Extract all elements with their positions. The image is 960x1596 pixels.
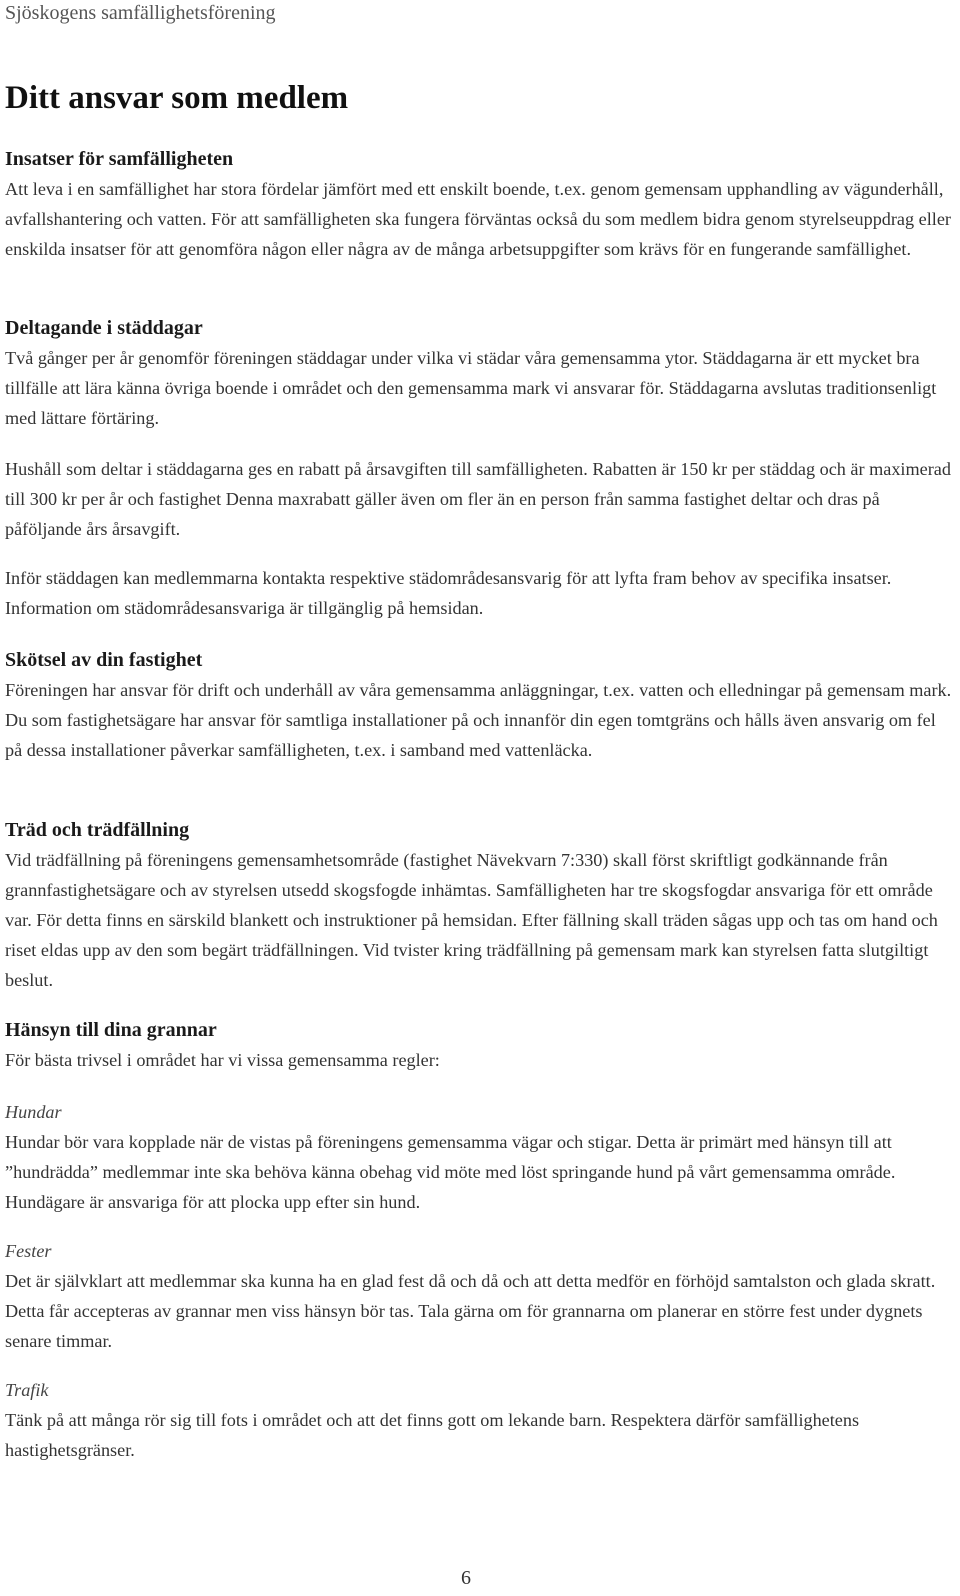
section-staddagar-rabatt bbox=[5, 454, 953, 544]
section-heading: Insatser för samfälligheten bbox=[5, 148, 234, 170]
rule-title: Hundar bbox=[5, 1102, 62, 1122]
section-trad bbox=[5, 815, 953, 995]
section-staddagar-info bbox=[5, 563, 953, 623]
section-paragraph: Hushåll som deltar i städdagarna ges en rabatt på årsavgiften till samfälligheten. Rabatten är 150 kr per städdag och är maximerad till 300 kr per år och fastighet Denna maxrabatt gäller även om fler än en person från samma fastighet deltar och dras på påföljande års årsavgift. bbox=[5, 459, 951, 539]
section-paragraph: Vid trädfällning på föreningens gemensamhetsområde (fastighet Nävekvarn 7:330) skall först skriftligt godkännande från grannfastighetsägare och av styrelsen utsedd skogsfogde inhämtas. Samfälligheten har tre skogsfogdar ansvariga för ett område var. För detta finns en särskild blankett och instruktioner på hemsidan. Efter fällning skall träden sågas upp och tas om hand och riset eldas upp av den som begärt trädfällningen. Vid tvister kring trädfällning på gemensam mark kan styrelsen fatta slutgiltigt beslut. bbox=[5, 850, 938, 990]
section-heading: Skötsel av din fastighet bbox=[5, 649, 203, 671]
rule-title: Fester bbox=[5, 1241, 52, 1261]
rule-text: Tänk på att många rör sig till fots i området och att det finns gott om lekande barn. Respektera därför samfällighetens hastighetsgränser. bbox=[5, 1410, 860, 1460]
running-header: Sjöskogens samfällighetsförening bbox=[5, 2, 276, 24]
section-intro: För bästa trivsel i området har vi vissa gemensamma regler: bbox=[5, 1050, 440, 1070]
section-paragraph: Två gånger per år genomför föreningen städdagar under vilka vi städar våra gemensamma ytor. Städdagarna är ett mycket bra tillfälle att lära känna övriga boende i området och den gemensamma mark vi ansvarar för. Städdagarna avslutas traditionsenligt med lättare förtäring. bbox=[5, 348, 937, 428]
page-number: 6 bbox=[461, 1567, 471, 1589]
rule-title: Trafik bbox=[5, 1380, 49, 1400]
rule-fester bbox=[5, 1236, 953, 1356]
page-title: Ditt ansvar som medlem bbox=[5, 80, 349, 116]
section-heading: Träd och trädfällning bbox=[5, 819, 190, 841]
section-paragraph: Föreningen har ansvar för drift och underhåll av våra gemensamma anläggningar, t.ex. vatten och elledningar på gemensam mark. Du som fastighetsägare har ansvar för samtliga installationer på och innanför din egen tomtgräns och hålls även ansvarig om fel på dessa installationer påverkar samfälligheten, t.ex. i samband med vattenläcka. bbox=[5, 680, 952, 760]
section-staddagar bbox=[5, 313, 953, 433]
section-skotsel bbox=[5, 645, 953, 765]
section-heading: Hänsyn till dina grannar bbox=[5, 1019, 217, 1041]
section-heading: Deltagande i städdagar bbox=[5, 317, 203, 339]
rule-trafik bbox=[5, 1375, 953, 1465]
section-paragraph: Att leva i en samfällighet har stora fördelar jämfört med ett enskilt boende, t.ex. genom gemensam upphandling av vägunderhåll, avfallshantering och vatten. För att samfälligheten ska fungera förväntas också du som medlem bidra genom styrelseuppdrag eller enskilda insatser för att genomföra någon eller några av de många arbetsuppgifter som krävs för en fungerande samfällighet. bbox=[5, 179, 951, 259]
section-insatser bbox=[5, 144, 953, 264]
section-hansyn bbox=[5, 1015, 953, 1075]
rule-text: Hundar bör vara kopplade när de vistas på föreningens gemensamma vägar och stigar. Detta är primärt med hänsyn till att ”hundrädda” medlemmar inte ska behöva känna obehag vid möte med löst springande hund på vårt gemensamma område. Hundägare är ansvariga för att plocka upp efter sin hund. bbox=[5, 1132, 896, 1212]
section-paragraph: Inför städdagen kan medlemmarna kontakta respektive städområdesansvarig för att lyfta fram behov av specifika insatser. Information om städområdesansvariga är tillgänglig på hemsidan. bbox=[5, 568, 892, 618]
rule-hundar bbox=[5, 1097, 953, 1217]
rule-text: Det är självklart att medlemmar ska kunna ha en glad fest då och då och att detta medför en förhöjd samtalston och glada skratt. Detta får accepteras av grannar men viss hänsyn bör tas. Tala gärna om för grannarna om planerar en större fest under dygnets senare timmar. bbox=[5, 1271, 936, 1351]
